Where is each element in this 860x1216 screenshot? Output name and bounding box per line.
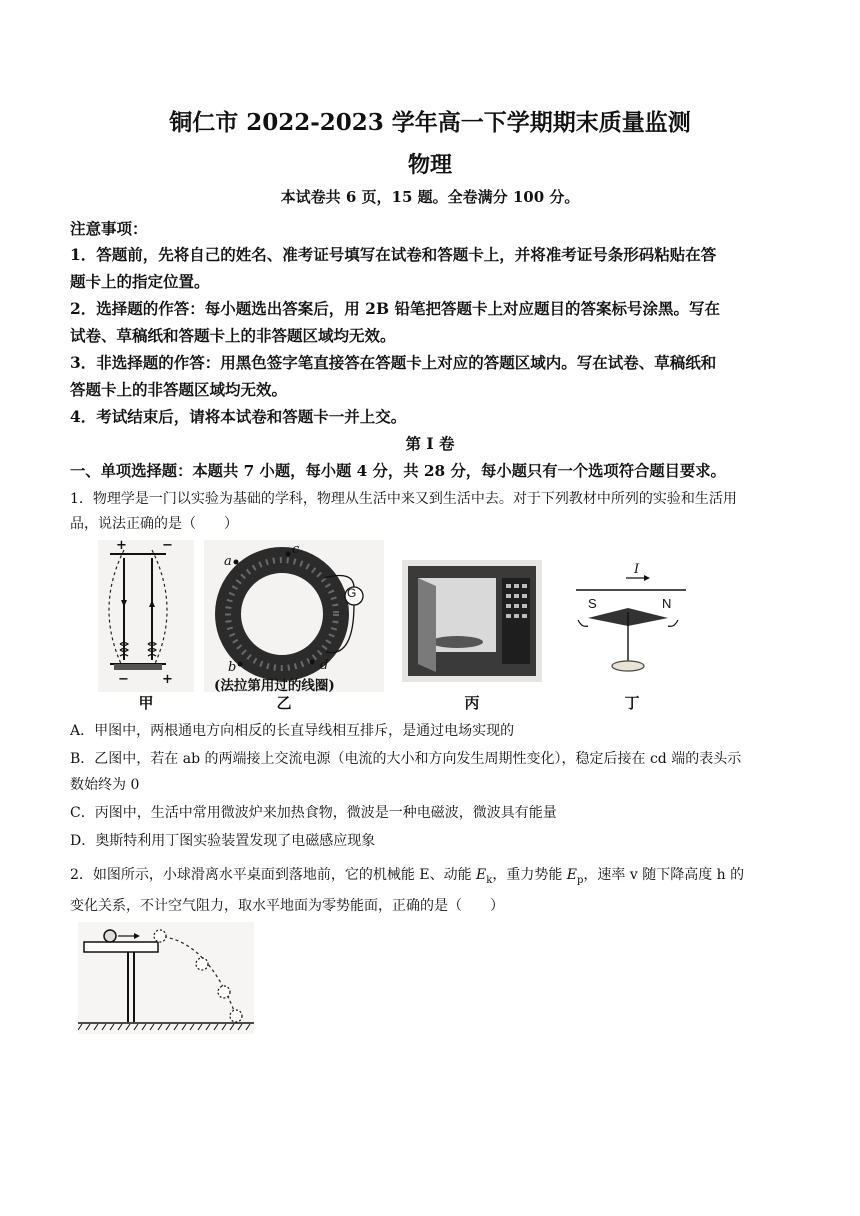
q1-option-b-cont: 数始终为 0 (70, 777, 140, 793)
notice-line: 4．考试结束后，请将本试卷和答题卡一并上交。 (70, 407, 407, 426)
q1-option-d: D．奥斯特利用丁图实验装置发现了电磁感应现象 (70, 833, 376, 849)
compass-n-label: N (662, 596, 672, 611)
wire-sign: + (116, 538, 127, 553)
figure-jia-wires (98, 540, 194, 692)
kinetic-energy-symbol: E (476, 867, 487, 883)
coil-label-c: c (292, 542, 300, 557)
volume-title: 第 I 卷 (405, 434, 455, 453)
kinetic-energy-subscript: k (486, 874, 493, 886)
wire-sign: − (162, 538, 173, 553)
potential-energy-symbol: E (566, 867, 578, 883)
coil-label-d: d (320, 658, 329, 673)
q1-option-c: C．丙图中，生活中常用微波炉来加热食物，微波是一种电磁波，微波具有能量 (70, 805, 557, 821)
q2-text: 2．如图所示，小球滑离水平桌面到落地前，它的机械能 E、动能 (70, 867, 472, 883)
subject-title: 物理 (407, 152, 452, 178)
q2-stem-line: 变化关系，不计空气阻力，取水平地面为零势能面，正确的是（ ） (70, 898, 504, 914)
figure-yi-caption: (法拉第用过的线圈) (214, 678, 335, 694)
notice-line: 1．答题前，先将自己的姓名、准考证号填写在试卷和答题卡上，并将准考证号条形码粘贴在答 (70, 245, 717, 264)
figure-jia-panel (98, 540, 194, 692)
notice-heading: 注意事项： (70, 219, 148, 238)
projectile-diagram (78, 922, 254, 1034)
figure-bing-label: 丙 (464, 694, 480, 712)
section-heading: 一、单项选择题：本题共 7 小题，每小题 4 分，共 28 分，每小题只有一个选项符合题目要求。 (70, 462, 726, 480)
notice-line: 试卷、草稿纸和答题卡上的非答题区域均无效。 (70, 326, 396, 345)
wire-sign: + (162, 672, 173, 687)
q2-text: ，重力势能 (492, 867, 563, 883)
q2-stem-line (70, 864, 744, 886)
galvanometer-label: G (347, 586, 357, 600)
potential-energy-subscript: p (577, 874, 584, 886)
q2-text: ，速率 v 随下降高度 h 的 (583, 867, 745, 883)
q1-stem-line: 品，说法正确的是（ ） (70, 516, 238, 532)
notice-line: 题卡上的指定位置。 (70, 272, 210, 291)
wire-sign: − (118, 672, 129, 687)
figure-ding-label: 丁 (624, 694, 640, 712)
figure-bing-panel (402, 560, 542, 682)
notice-line: 3．非选择题的作答：用黑色签字笔直接答在答题卡上对应的答题区域内。写在试卷、草稿纸和 (70, 353, 717, 372)
q1-option-b: B．乙图中，若在 ab 的两端接上交流电源（电流的大小和方向发生周期性变化），稳定后接在 cd 端的表头示 (70, 751, 742, 767)
compass-s-label: S (588, 596, 597, 611)
figure-yi-panel (204, 540, 384, 692)
figure-ding-panel (568, 556, 696, 688)
current-label: I (634, 562, 640, 577)
exam-info: 本试卷共 6 页，15 题。全卷满分 100 分。 (280, 188, 580, 206)
coil-label-b: b (228, 660, 237, 675)
notice-line: 答题卡上的非答题区域均无效。 (70, 380, 288, 399)
figure-jia-label: 甲 (138, 694, 154, 712)
microwave-oven (402, 560, 542, 682)
page-title: 铜仁市 2022-2023 学年高一下学期期末质量监测 (169, 109, 691, 136)
q1-option-a: A．甲图中，两根通电方向相反的长直导线相互排斥，是通过电场实现的 (70, 723, 515, 739)
q2-figure-panel (78, 922, 254, 1034)
compass-apparatus (568, 556, 696, 688)
notice-line: 2．选择题的作答：每小题选出答案后，用 2B 铅笔把答题卡上对应题目的答案标号涂黑。写在 (70, 299, 720, 318)
coil-label-a: a (224, 554, 232, 569)
figure-yi-label: 乙 (276, 694, 292, 712)
q1-stem-line: 1．物理学是一门以实验为基础的学科，物理从生活中来又到生活中去。对于下列教材中所列的实验和生活用 (70, 491, 737, 507)
